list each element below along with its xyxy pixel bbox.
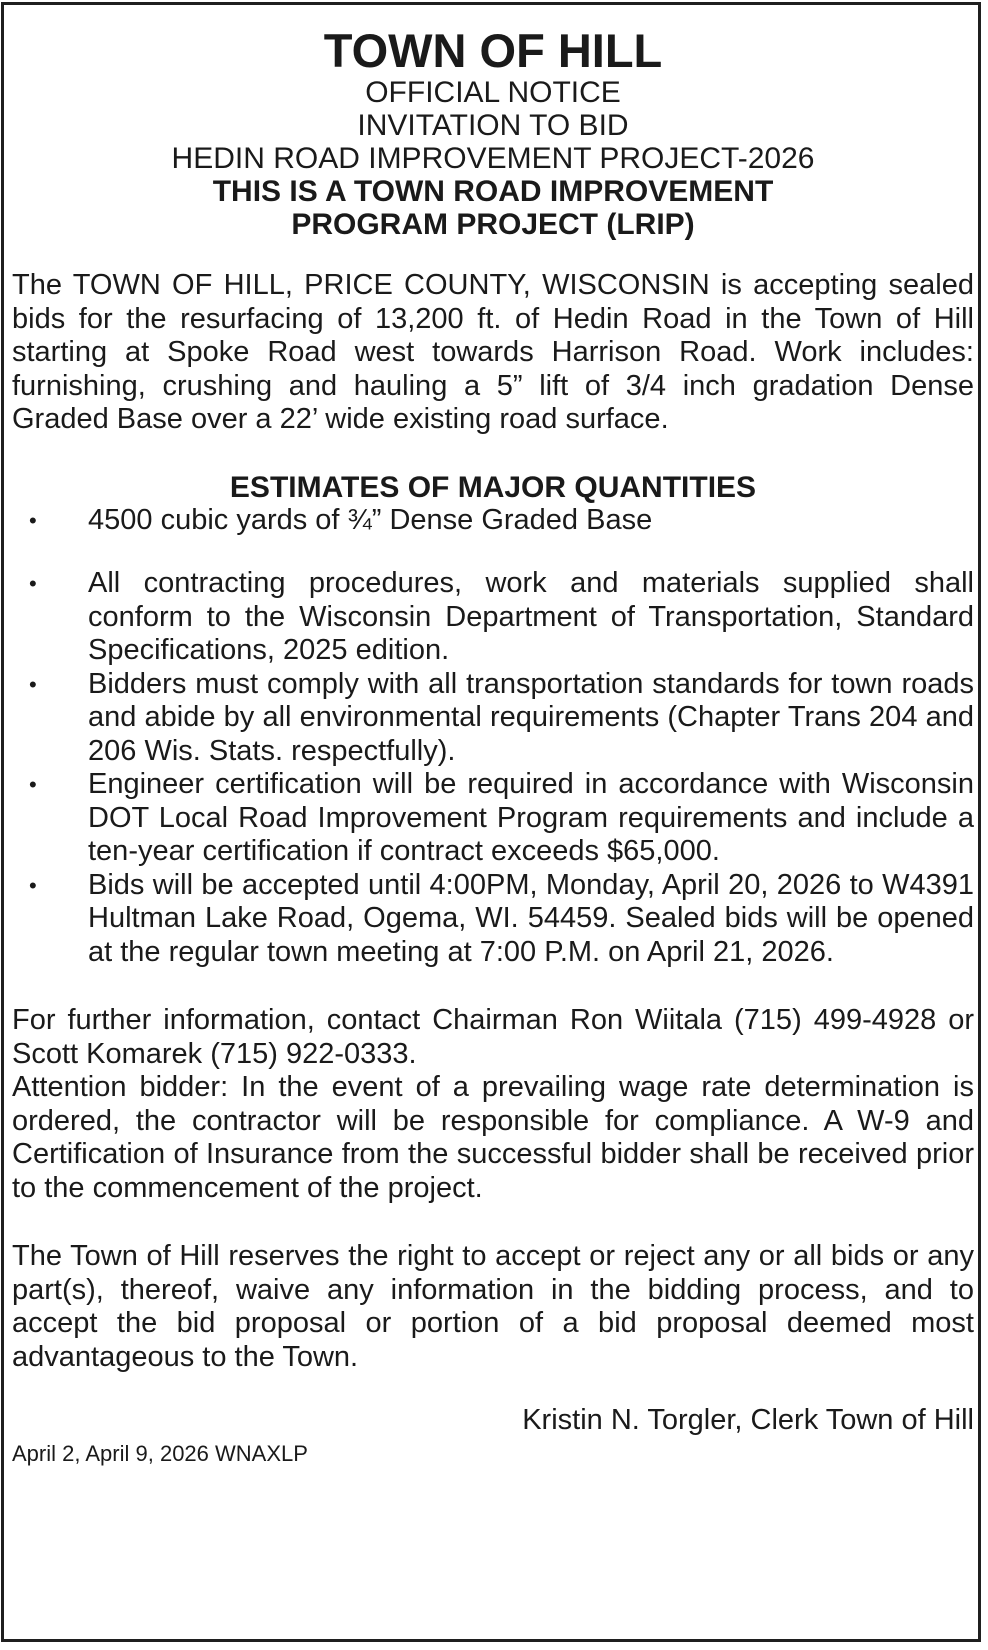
list-item-text: Bids will be accepted until 4:00PM, Monday, April 20, 2026 to W4391 Hultman Lake Road, Ogema, WI. 54459. Sealed bids will be opened at the regular town meeting at 7:00 P.M. on April 21, 2026. <box>88 868 974 968</box>
official-notice-line: OFFICIAL NOTICE <box>365 76 621 109</box>
list-item <box>12 668 974 769</box>
list-item-text: 4500 cubic yards of ¾” Dense Graded Base <box>88 503 653 536</box>
bullet-icon: • <box>29 872 37 898</box>
program-line-2: PROGRAM PROJECT (LRIP) <box>291 208 695 241</box>
contact-paragraph: For further information, contact Chairman Ron Wiitala (715) 499-4928 or Scott Komarek (715) 922-0333. <box>12 1004 974 1070</box>
notice-content <box>12 26 974 1467</box>
invitation-to-bid-line: INVITATION TO BID <box>357 109 629 142</box>
estimates-heading: ESTIMATES OF MAJOR QUANTITIES <box>229 470 757 504</box>
bullet-icon: • <box>29 507 37 533</box>
bullet-icon: • <box>29 671 37 697</box>
intro-paragraph: The TOWN OF HILL, PRICE COUNTY, WISCONSIN is accepting sealed bids for the resurfacing of 13,200 ft. of Hedin Road in the Town of Hill starting at Spoke Road west towards Harrison Road. Work includes: furnishing, crushing and hauling a 5” lift of 3/4 inch gradation Dense Graded Base over a 22’ wide existing road surface. <box>12 269 974 435</box>
list-item <box>12 869 974 970</box>
list-item <box>12 768 974 869</box>
list-item <box>12 504 974 538</box>
project-name-line: HEDIN ROAD IMPROVEMENT PROJECT-2026 <box>171 142 815 175</box>
clerk-signature: Kristin N. Torgler, Clerk Town of Hill <box>522 1404 974 1436</box>
notice-title: TOWN OF HILL <box>323 24 663 77</box>
list-item-text: Bidders must comply with all transportation standards for town roads and abide by all environmental requirements (Chapter Trans 204 and 206 Wis. Stats. respectfully). <box>88 667 974 767</box>
program-line-1: THIS IS A TOWN ROAD IMPROVEMENT <box>212 175 774 208</box>
list-item-text: Engineer certification will be required in accordance with Wisconsin DOT Local Road Improvement Program requirements and include a ten-year certification if contract exceeds $65,000. <box>88 768 974 867</box>
bullet-icon: • <box>29 571 37 596</box>
bullet-icon: • <box>29 772 37 797</box>
list-item <box>12 567 974 668</box>
list-item-text: All contracting procedures, work and materials supplied shall conform to the Wisconsin Department of Transportation, Standard Specifications, 2025 edition. <box>88 567 974 666</box>
reserve-rights-paragraph: The Town of Hill reserves the right to accept or reject any or all bids or any part(s), thereof, waive any information in the bidding process, and to accept the bid proposal or portion of a bid proposal deemed most advantageous to the Town. <box>12 1240 974 1373</box>
publication-dates: April 2, April 9, 2026 WNAXLP <box>12 1441 308 1466</box>
attention-paragraph: Attention bidder: In the event of a prevailing wage rate determination is ordered, the contractor will be responsible for compliance. A W-9 and Certification of Insurance from the successful bidder shall be received prior to the commencement of the project. <box>12 1071 974 1204</box>
estimates-list <box>12 504 974 970</box>
notice-header <box>12 26 974 241</box>
